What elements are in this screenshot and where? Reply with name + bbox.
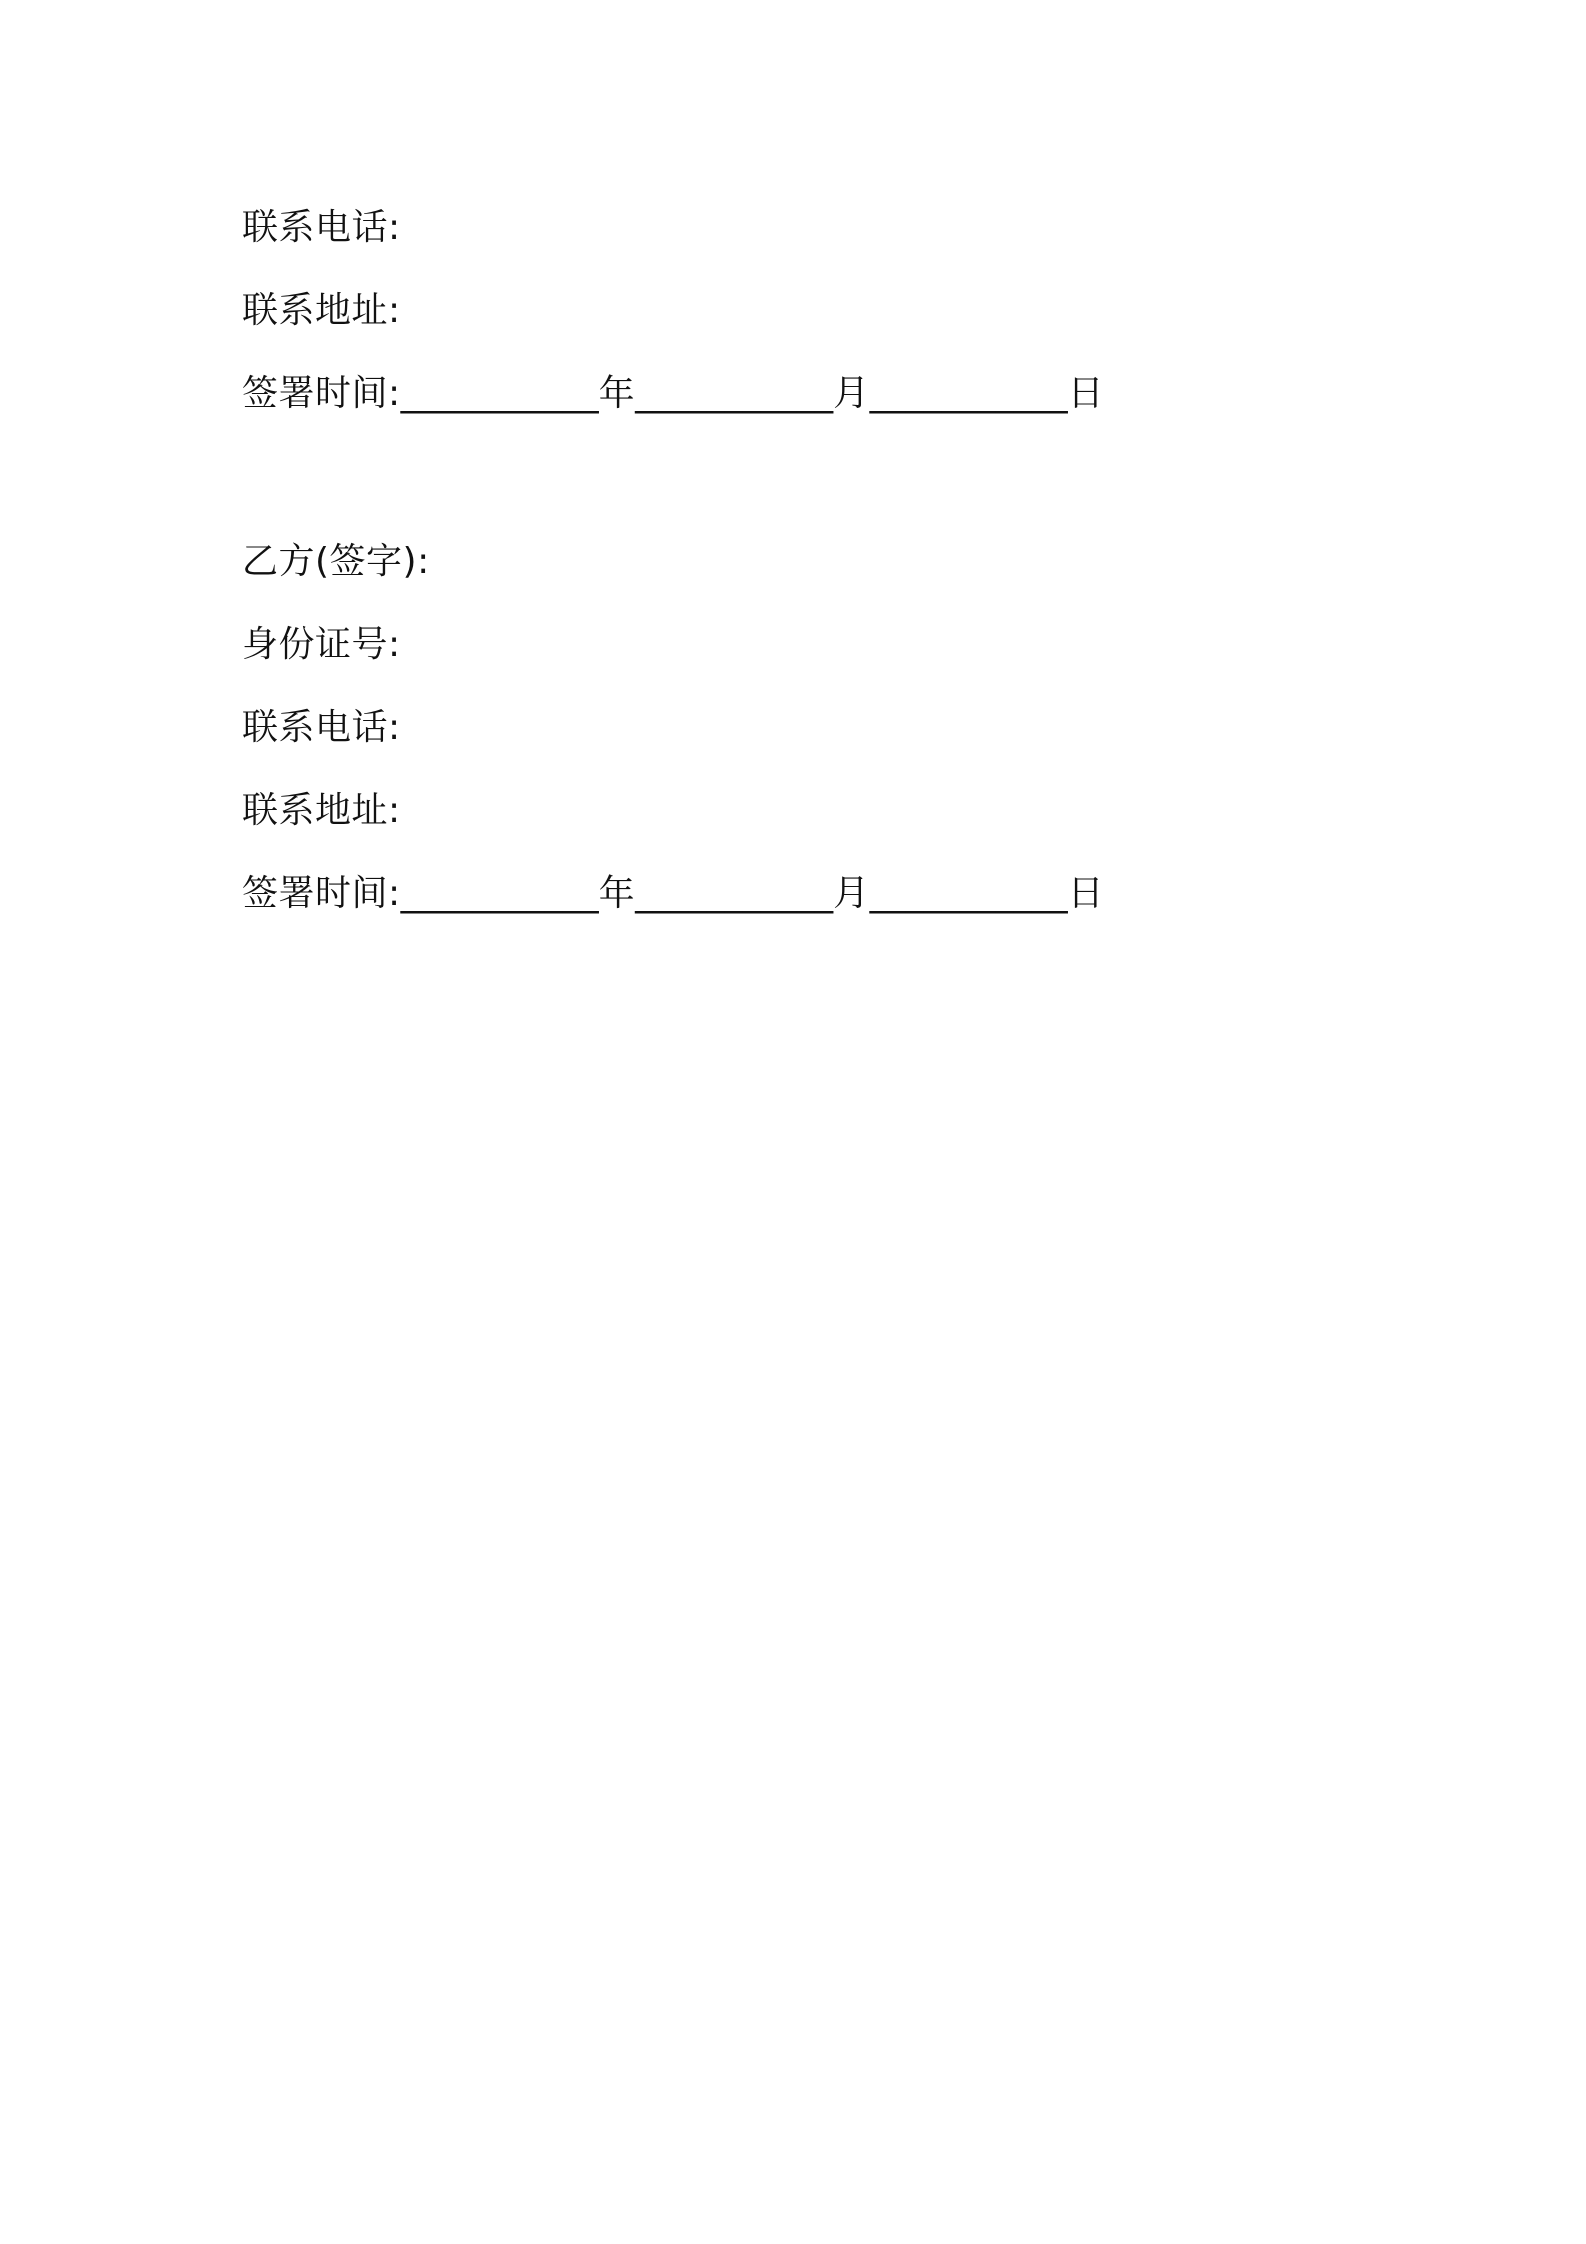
year-unit: 年 (598, 873, 636, 914)
sign-time-label: 签署时间: (242, 873, 401, 914)
year-blank: ___________ (400, 373, 599, 414)
party-a-phone-label: 联系电话: (242, 207, 401, 248)
month-blank: ___________ (635, 373, 834, 414)
day-unit: 日 (1067, 873, 1105, 914)
party-b-address-label: 联系地址: (242, 790, 401, 831)
party-b-id-label: 身份证号: (242, 624, 401, 665)
sign-time-label: 签署时间: (242, 373, 401, 414)
month-unit: 月 (833, 373, 870, 414)
month-unit: 月 (833, 873, 870, 914)
party-b-phone-label: 联系电话: (242, 707, 401, 748)
party-b-sign-time-line (242, 872, 1104, 916)
day-unit: 日 (1067, 373, 1105, 414)
party-b-signature-label: 乙方(签字): (242, 541, 430, 582)
party-a-sign-time-line (242, 372, 1104, 416)
year-blank: ___________ (400, 873, 599, 914)
year-unit: 年 (598, 373, 636, 414)
day-blank: ___________ (869, 873, 1068, 914)
month-blank: ___________ (635, 873, 834, 914)
day-blank: ___________ (869, 373, 1068, 414)
party-a-address-label: 联系地址: (242, 290, 401, 331)
